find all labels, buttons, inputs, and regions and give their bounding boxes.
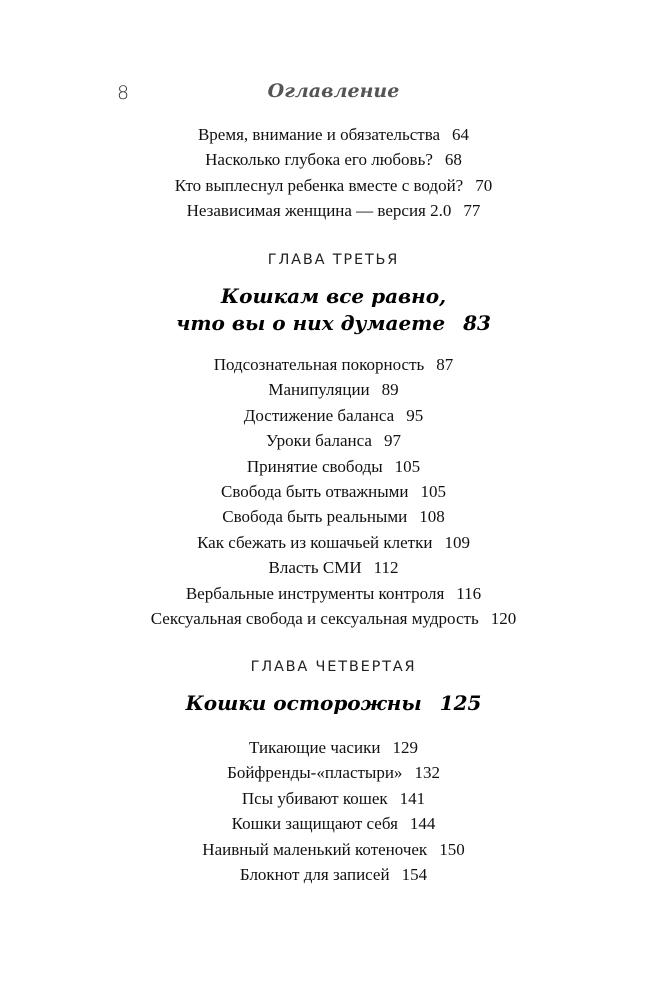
toc-entry-title: Тикающие часики — [249, 738, 381, 757]
toc-entry-page: 116 — [456, 583, 482, 603]
toc-entry — [0, 454, 667, 479]
toc-entry-title: Манипуляции — [268, 380, 370, 400]
toc-entry — [0, 760, 667, 785]
toc-entry-title: Насколько глубока его любовь? — [205, 150, 433, 170]
toc-entry-page: 87 — [436, 355, 454, 374]
toc-entry-title: Уроки баланса — [266, 431, 372, 451]
toc-section-chapter3 — [0, 352, 667, 631]
chapter-title — [0, 283, 667, 337]
toc-entry-page: 70 — [475, 175, 493, 195]
chapter-label: ГЛАВА ЧЕТВЕРТАЯ — [250, 659, 417, 675]
toc-entry-title: Власть СМИ — [268, 558, 362, 578]
toc-entry — [0, 122, 667, 147]
toc-entry-page: 68 — [444, 150, 462, 170]
toc-entry-page: 77 — [463, 201, 481, 221]
toc-entry — [0, 786, 667, 811]
chapter-page: 125 — [439, 691, 482, 715]
toc-section-chapter4 — [0, 735, 667, 887]
toc-entry-page: 129 — [392, 738, 418, 757]
toc-entry — [0, 837, 667, 862]
toc-entry-title: Подсознательная покорность — [213, 355, 425, 374]
toc-entry — [0, 606, 667, 631]
toc-entry — [0, 428, 667, 453]
toc-entry-title: Время, внимание и обязательства — [197, 125, 441, 144]
toc-entry-title: Кошки защищают себя — [231, 814, 398, 834]
toc-entry-title: Сексуальная свобода и сексуальная мудрость — [150, 608, 479, 628]
toc-entry-title: Как сбежать из кошачьей клетки — [197, 532, 433, 552]
toc-entry-title: Свобода быть реальными — [222, 507, 408, 527]
chapter-title-line: Кошкам все равно, — [220, 284, 447, 308]
toc-entry — [0, 173, 667, 198]
chapter-title-line — [0, 690, 667, 717]
toc-entry — [0, 735, 667, 760]
toc-entry — [0, 377, 667, 402]
toc-entry-page: 89 — [381, 380, 399, 400]
toc-entry-page: 112 — [373, 558, 399, 578]
toc-entry-title: Принятие свободы — [246, 456, 383, 476]
toc-entry-page: 105 — [420, 481, 447, 501]
toc-entry — [0, 555, 667, 580]
toc-entry-title: Независимая женщина — версия 2.0 — [186, 201, 452, 221]
toc-entry-page: 109 — [444, 532, 470, 552]
toc-entry — [0, 504, 667, 529]
toc-entry-title: Кто выплеснул ребенка вместе с водой? — [174, 175, 464, 195]
toc-entry-page: 105 — [394, 456, 421, 476]
toc-entry-page: 141 — [399, 788, 426, 808]
toc-entry — [0, 862, 667, 887]
toc-entry-page: 144 — [409, 814, 436, 834]
toc-entry-page: 132 — [414, 763, 440, 783]
toc-entry-title: Наивный маленький котеночек — [202, 839, 428, 859]
running-title: Оглавление — [267, 80, 400, 102]
toc-entry — [0, 403, 667, 428]
toc-entry — [0, 530, 667, 555]
toc-entry-title: Вербальные инструменты контроля — [185, 583, 445, 603]
chapter-title-text: что вы о них думаете — [176, 311, 446, 335]
toc-entry-page: 97 — [383, 431, 401, 451]
toc-entry-title: Достижение баланса — [243, 405, 395, 425]
toc-entry-title: Свобода быть отважными — [220, 481, 409, 501]
toc-section-top — [0, 122, 667, 224]
toc-entry-title: Бойфренды-«пластыри» — [227, 763, 403, 783]
toc-entry-title: Псы убивают кошек — [241, 788, 388, 808]
chapter-title — [0, 690, 667, 717]
toc-entry — [0, 479, 667, 504]
toc-entry-page: 108 — [419, 507, 445, 527]
chapter-title-line — [0, 310, 667, 337]
toc-entry-page: 120 — [490, 608, 517, 628]
toc-entry — [0, 581, 667, 606]
toc-entry — [0, 352, 667, 377]
toc-entry — [0, 147, 667, 172]
chapter-label: ГЛАВА ТРЕТЬЯ — [267, 252, 400, 268]
toc-entry-page: 95 — [406, 405, 424, 425]
toc-entry-page: 64 — [452, 125, 470, 144]
toc-entry-page: 154 — [401, 864, 428, 884]
chapter-title-text: Кошки осторожны — [185, 691, 422, 715]
chapter-page: 83 — [463, 311, 491, 335]
page-number: 8 — [117, 82, 130, 104]
toc-entry-page: 150 — [439, 839, 465, 859]
toc-entry — [0, 811, 667, 836]
toc-entry-title: Блокнот для записей — [239, 864, 390, 884]
toc-entry — [0, 198, 667, 223]
